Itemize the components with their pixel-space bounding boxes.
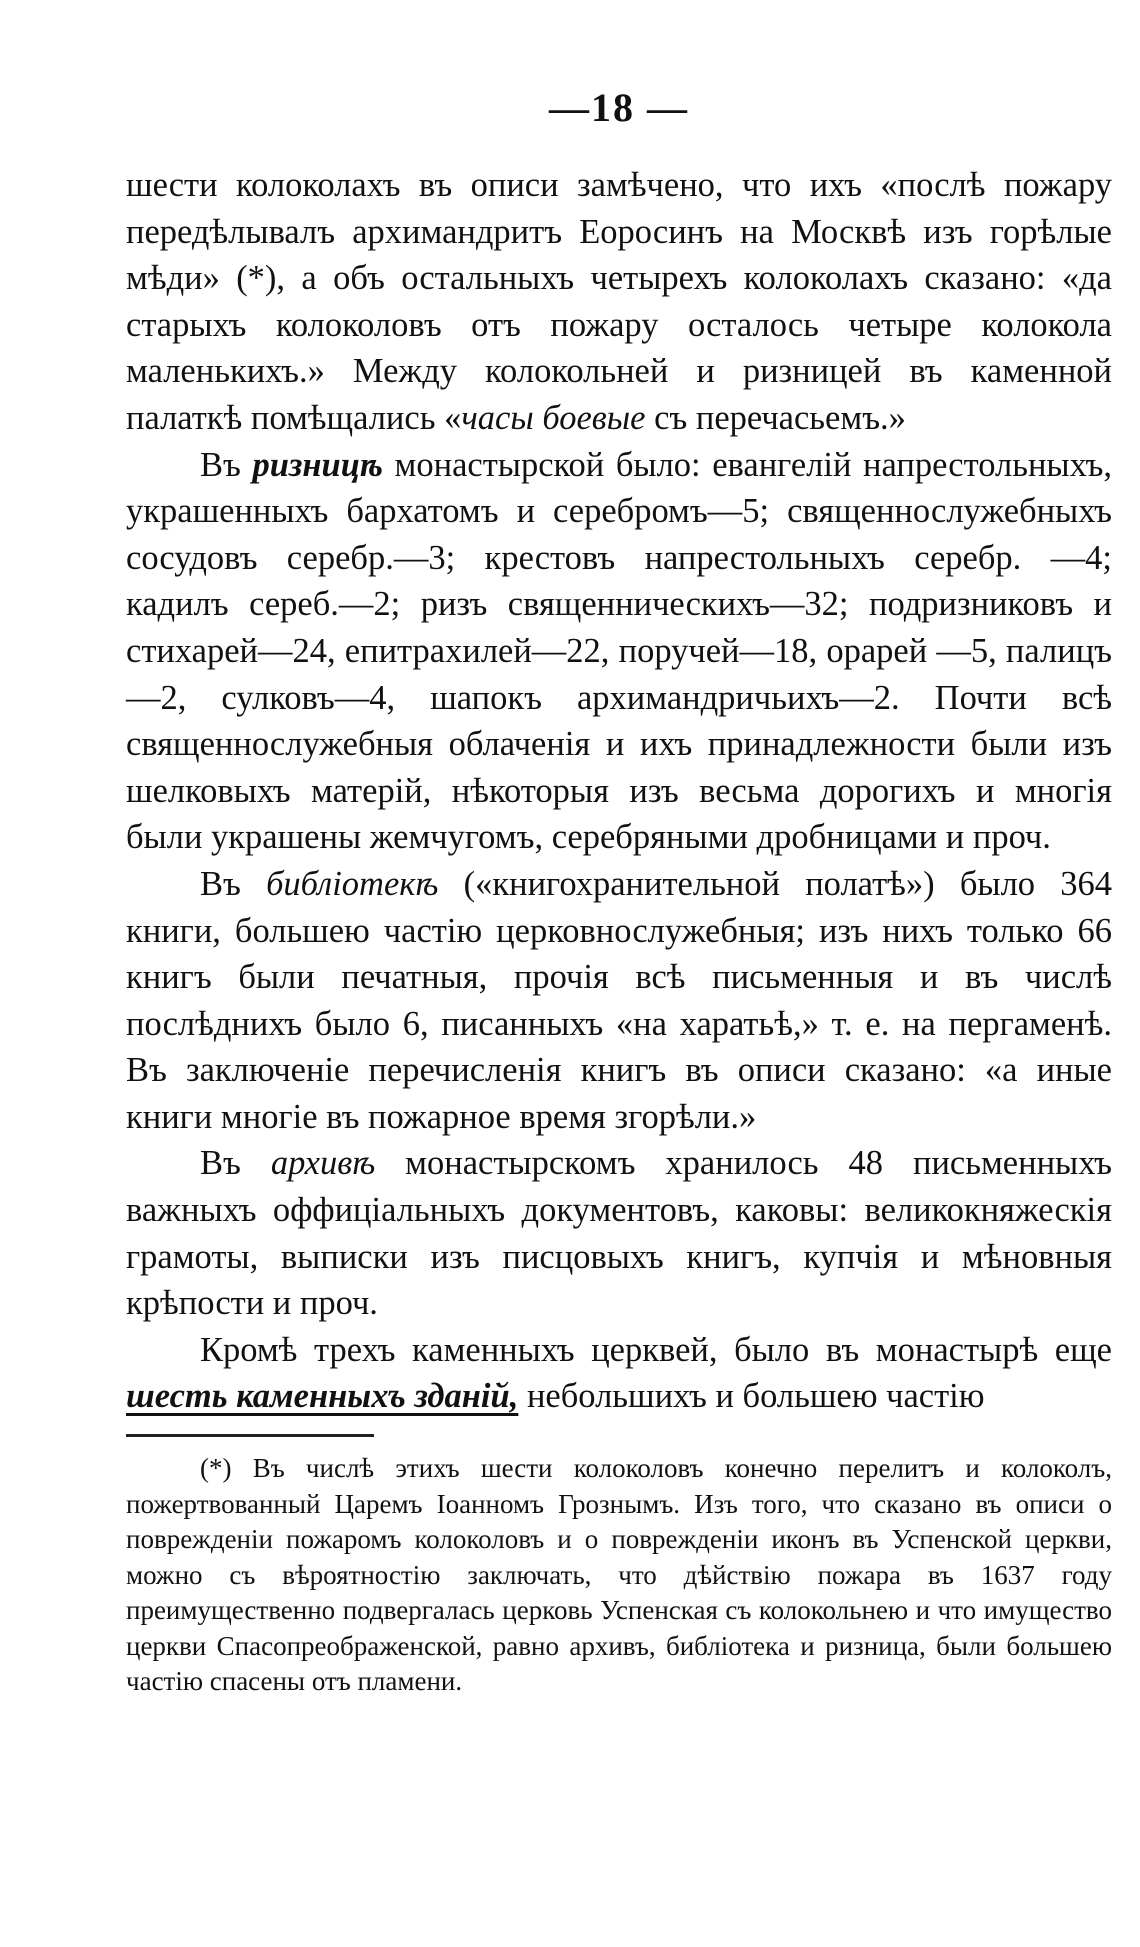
page-number: —18 — [549,85,689,130]
paragraph-vestry [126,442,1112,861]
paragraph-text: шести колоколахъ въ описи замѣчено, что ихъ «послѣ пожару передѣлывалъ архимандритъ Еоросинъ на Москвѣ изъ горѣлые мѣди» (*), а объ остальныхъ четырехъ колоколахъ сказано: «да старыхъ колоколовъ отъ пожару осталось четыре колокола маленькихъ.» Между колокольней и ризницей въ каменной палаткѣ помѣщались « [126,166,1112,437]
main-text [126,162,1112,1420]
emphasis-chasy-boevye: часы боевые [461,398,646,437]
paragraph-text: («книгохранительной полатѣ») было 364 книги, большею частію церковнослужебныя; изъ нихъ только 66 книгъ были печатныя, прочія всѣ письменныя и въ числѣ послѣднихъ было 6, писанныхъ «на харатьѣ,» т. е. на пергаменѣ. Въ заключеніе перечисленія книгъ въ описи сказано: «а иные книги многіе въ пожарное время згорѣли.» [126,864,1112,1136]
paragraph-archive [126,1140,1112,1326]
emphasis-arkhive: архивѣ [270,1144,376,1183]
paragraph-library [126,861,1112,1141]
paragraph-text: Въ [200,1144,271,1183]
paragraph-buildings [126,1327,1112,1420]
paragraph-text: Въ [200,864,267,903]
emphasis-riznitse: ризницѣ [252,445,383,484]
book-page [126,78,1112,1700]
paragraph-text: съ перечасьемъ.» [645,398,906,437]
emphasis-shest-zdaniy: шесть каменныхъ зданій, [126,1377,519,1416]
emphasis-biblioteke: библіотекѣ [266,864,439,903]
paragraph-text: монастырскомъ хранилось 48 письменныхъ важныхъ оффиціальныхъ документовъ, каковы: великокняжескія грамоты, выписки изъ писцовыхъ книгъ, купчія и мѣновныя крѣпости и проч. [126,1144,1113,1323]
paragraph-text: Кромѣ трехъ каменныхъ церквей, было въ монастырѣ еще [200,1330,1112,1369]
paragraph-text: монастырской было: евангелій напрестольныхъ, украшенныхъ бархатомъ и серебромъ—5; священнослужебныхъ сосудовъ серебр.—3; крестовъ напрестольныхъ серебр. —4; кадилъ сереб.—2; ризъ священническихъ—32; подризниковъ и стихарей—24, епитрахилей—22, поручей—18, орарей —5, палицъ—2, сулковъ—4, шапокъ архимандричьихъ—2. Почти всѣ священнослужебныя облаченія и ихъ принадлежности были изъ шелковыхъ матерій, нѣкоторыя изъ весьма дорогихъ и многія были украшены жемчугомъ, серебряными дробницами и проч. [126,445,1112,857]
paragraph-text: небольшихъ и большею частію [518,1377,985,1416]
footnote-divider [126,1434,374,1437]
paragraph-bells [126,162,1112,442]
footnote: (*) Въ числѣ этихъ шести колоколовъ конечно перелитъ и колоколъ, пожертвованный Царемъ Іоанномъ Грознымъ. Изъ того, что сказано въ описи о поврежденіи пожаромъ колоколовъ и о поврежденіи иконъ въ Успенской церкви, можно съ вѣроятностію заключать, что дѣйствію пожара въ 1637 году преимущественно подвергалась церковь Успенская съ колокольнею и что имущество церкви Спасопреображенской, равно архивъ, библіотека и ризница, были большею частію спасены отъ пламени. [126,1453,1112,1697]
paragraph-text: Въ [200,445,253,484]
